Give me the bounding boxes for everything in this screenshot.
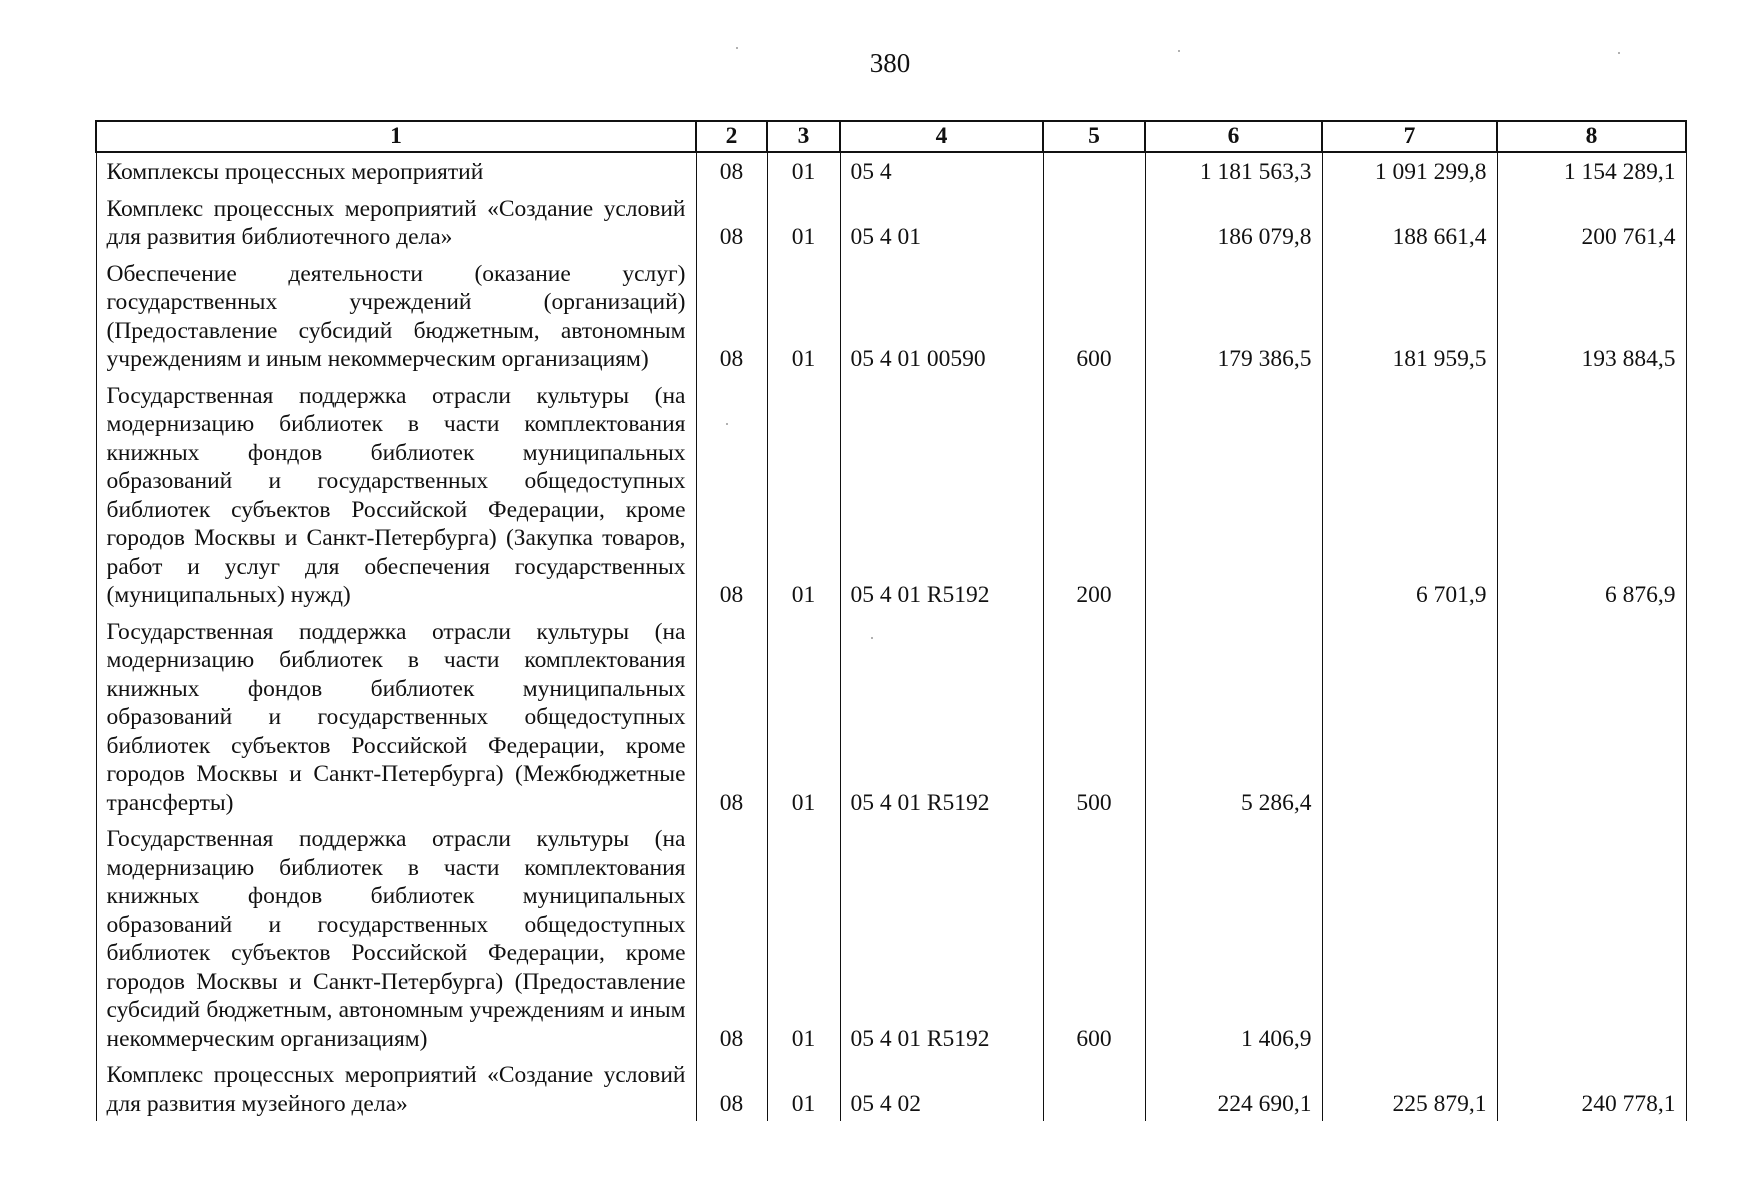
scan-speck — [736, 47, 738, 49]
column-header: 4 — [840, 121, 1043, 152]
subsection-code: 01 — [767, 1056, 840, 1121]
column-header: 8 — [1497, 121, 1686, 152]
expense-type-code — [1043, 152, 1145, 190]
target-article-code: 05 4 — [840, 152, 1043, 190]
amount-col6: 179 386,5 — [1145, 255, 1322, 377]
table-row — [96, 152, 1686, 190]
row-description: Комплекс процессных мероприятий «Создание условий для развития музейного дела» — [96, 1056, 696, 1121]
page-number: 380 — [869, 48, 911, 78]
scan-speck — [1178, 50, 1180, 52]
section-code: 08 — [696, 1056, 767, 1121]
amount-col8 — [1497, 820, 1686, 1056]
expense-type-code: 600 — [1043, 820, 1145, 1056]
table-row — [96, 190, 1686, 255]
subsection-code: 01 — [767, 255, 840, 377]
section-code: 08 — [696, 820, 767, 1056]
amount-col7: 181 959,5 — [1322, 255, 1497, 377]
target-article-code: 05 4 01 — [840, 190, 1043, 255]
section-code: 08 — [696, 152, 767, 190]
amount-col8: 6 876,9 — [1497, 377, 1686, 613]
table-header-row — [96, 121, 1686, 152]
amount-col8: 193 884,5 — [1497, 255, 1686, 377]
amount-col7: 188 661,4 — [1322, 190, 1497, 255]
subsection-code: 01 — [767, 377, 840, 613]
target-article-code: 05 4 01 R5192 — [840, 820, 1043, 1056]
amount-col6: 5 286,4 — [1145, 613, 1322, 821]
expense-type-code — [1043, 190, 1145, 255]
column-header: 1 — [96, 121, 696, 152]
row-description: Государственная поддержка отрасли культуры (на модернизацию библиотек в части комплектования книжных фондов библиотек муниципальных образований и государственных общедоступных библиотек субъектов Российской Федерации, кроме городов Москвы и Санкт-Петербурга) (Закупка товаров, работ и услуг для обеспечения государственных (муниципальных) нужд) — [96, 377, 696, 613]
row-description: Комплекс процессных мероприятий «Создание условий для развития библиотечного дела» — [96, 190, 696, 255]
subsection-code: 01 — [767, 820, 840, 1056]
target-article-code: 05 4 01 R5192 — [840, 377, 1043, 613]
amount-col6: 1 406,9 — [1145, 820, 1322, 1056]
target-article-code: 05 4 01 R5192 — [840, 613, 1043, 821]
amount-col6: 1 181 563,3 — [1145, 152, 1322, 190]
budget-table — [95, 120, 1687, 1121]
column-header: 5 — [1043, 121, 1145, 152]
table-row — [96, 1056, 1686, 1121]
target-article-code: 05 4 01 00590 — [840, 255, 1043, 377]
row-description: Комплексы процессных мероприятий — [96, 152, 696, 190]
table-row — [96, 820, 1686, 1056]
amount-col6: 224 690,1 — [1145, 1056, 1322, 1121]
column-header: 6 — [1145, 121, 1322, 152]
row-description: Государственная поддержка отрасли культуры (на модернизацию библиотек в части комплектования книжных фондов библиотек муниципальных образований и государственных общедоступных библиотек субъектов Российской Федерации, кроме городов Москвы и Санкт-Петербурга) (Межбюджетные трансферты) — [96, 613, 696, 821]
amount-col8: 200 761,4 — [1497, 190, 1686, 255]
expense-type-code — [1043, 1056, 1145, 1121]
amount-col7: 6 701,9 — [1322, 377, 1497, 613]
subsection-code: 01 — [767, 613, 840, 821]
section-code: 08 — [696, 190, 767, 255]
expense-type-code: 200 — [1043, 377, 1145, 613]
column-header: 3 — [767, 121, 840, 152]
amount-col8: 1 154 289,1 — [1497, 152, 1686, 190]
expense-type-code: 500 — [1043, 613, 1145, 821]
column-header: 2 — [696, 121, 767, 152]
amount-col6 — [1145, 377, 1322, 613]
amount-col7 — [1322, 820, 1497, 1056]
amount-col8 — [1497, 613, 1686, 821]
row-description: Государственная поддержка отрасли культуры (на модернизацию библиотек в части комплектования книжных фондов библиотек муниципальных образований и государственных общедоступных библиотек субъектов Российской Федерации, кроме городов Москвы и Санкт-Петербурга) (Предоставление субсидий бюджетным, автономным учреждениям и иным некоммерческим организациям) — [96, 820, 696, 1056]
amount-col6: 186 079,8 — [1145, 190, 1322, 255]
amount-col7: 1 091 299,8 — [1322, 152, 1497, 190]
section-code: 08 — [696, 613, 767, 821]
target-article-code: 05 4 02 — [840, 1056, 1043, 1121]
table-row — [96, 255, 1686, 377]
table-row — [96, 613, 1686, 821]
row-description: Обеспечение деятельности (оказание услуг) государственных учреждений (организаций) (Предоставление субсидий бюджетным, автономным учреждениям и иным некоммерческим организациям) — [96, 255, 696, 377]
section-code: 08 — [696, 255, 767, 377]
subsection-code: 01 — [767, 190, 840, 255]
amount-col7 — [1322, 613, 1497, 821]
scan-speck — [1618, 52, 1620, 54]
column-header: 7 — [1322, 121, 1497, 152]
expense-type-code: 600 — [1043, 255, 1145, 377]
section-code: 08 — [696, 377, 767, 613]
subsection-code: 01 — [767, 152, 840, 190]
amount-col8: 240 778,1 — [1497, 1056, 1686, 1121]
amount-col7: 225 879,1 — [1322, 1056, 1497, 1121]
table-row — [96, 377, 1686, 613]
